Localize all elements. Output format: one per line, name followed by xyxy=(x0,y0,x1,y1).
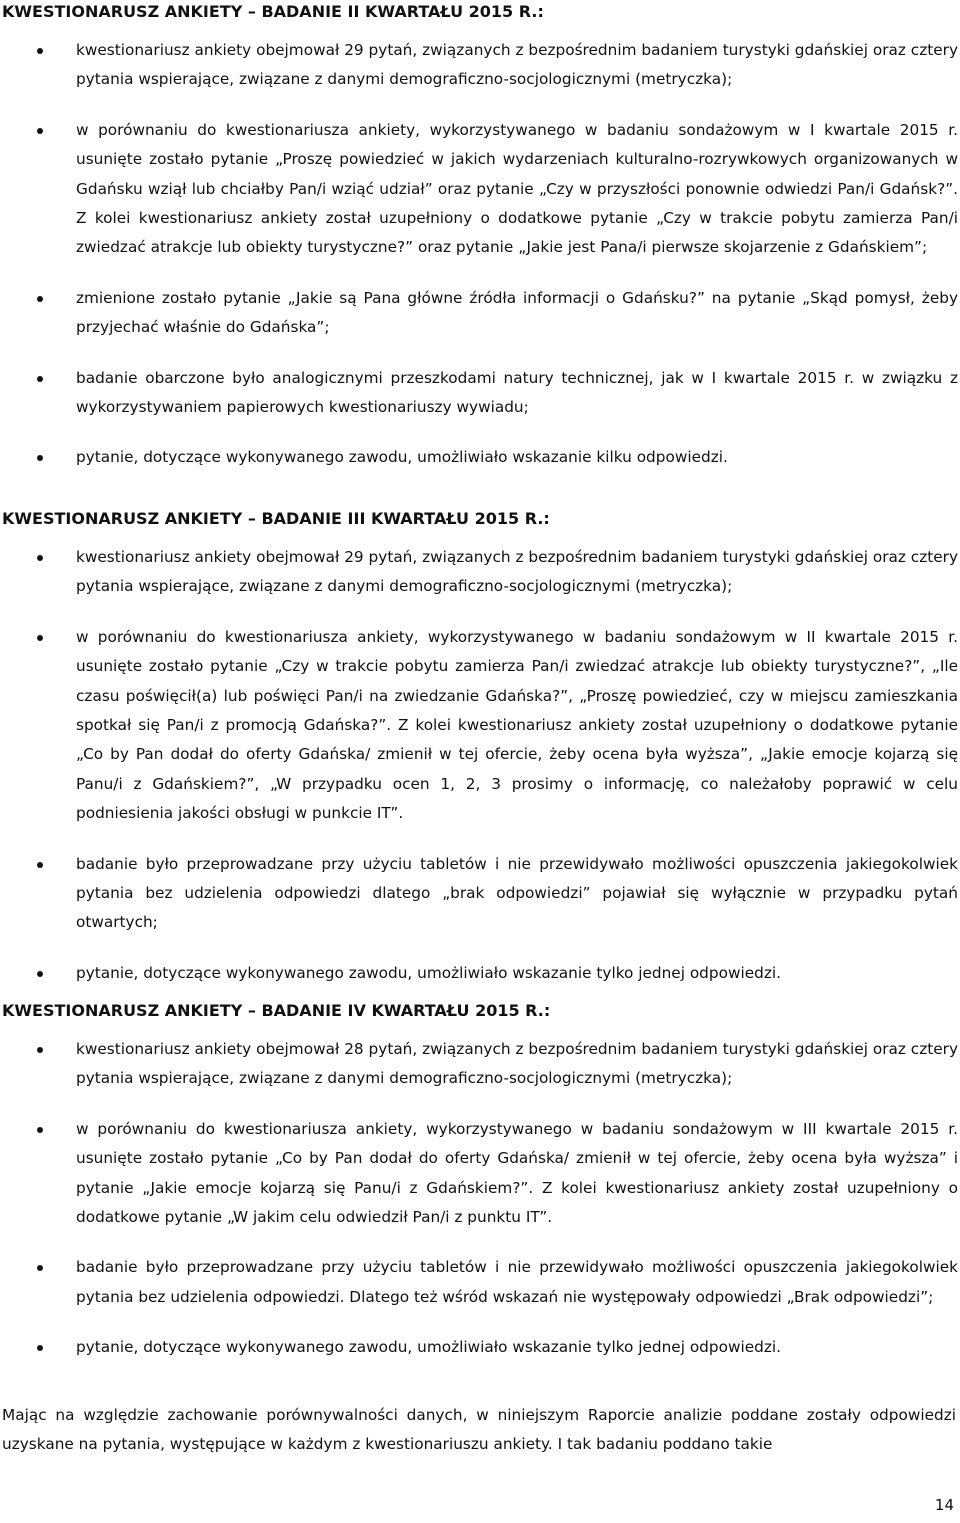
list-item-text: pytanie, dotyczące wykonywanego zawodu, umożliwiało wskazanie tylko jednej odpowiedzi. xyxy=(76,963,781,982)
list-item xyxy=(0,1115,958,1233)
list-spacer xyxy=(0,95,958,116)
bullet-list-q3 xyxy=(0,543,958,988)
list-item xyxy=(0,1253,958,1312)
list-spacer xyxy=(0,1232,958,1253)
list-spacer xyxy=(0,1312,958,1333)
list-item-text: pytanie, dotyczące wykonywanego zawodu, umożliwiało wskazanie kilku odpowiedzi. xyxy=(76,448,728,467)
list-item xyxy=(0,36,958,95)
list-spacer xyxy=(0,343,958,364)
bullet-icon xyxy=(37,862,43,868)
bullet-icon xyxy=(37,1047,43,1053)
list-item xyxy=(0,284,958,343)
bullet-icon xyxy=(37,1265,43,1271)
list-spacer xyxy=(0,602,958,623)
list-item-text: kwestionariusz ankiety obejmował 29 pytań, związanych z bezpośrednim badaniem turystyki gdańskiej oraz cztery pytania wspierające, związane z danymi demograficzno-socjologicznymi (metryczka); xyxy=(76,548,958,596)
list-item-text: badanie obarczone było analogicznymi przeszkodami natury technicznej, jak w I kwartale 2015 r. w związku z wykorzystywaniem papierowych kwestionariuszy wywiadu; xyxy=(76,368,958,417)
list-item-text: w porównaniu do kwestionariusza ankiety, wykorzystywanego w badaniu sondażowym w II kwartale 2015 r. usunięte zostało pytanie „Czy w trakcie pobytu zamierza Pan/i zwiedzać atrakcje lub obiekty turystyczne?”, „Ile czasu poświęcił(a) lub poświęci Pan/i na zwiedzanie Gdańska?”, „Proszę powiedzieć, czy w miejscu zamieszkania spotkał się Pan/i z promocją Gdańska?”. Z kolei kwestionariusz ankiety został uzupełniony o dodatkowe pytanie „Co by Pan dodał do oferty Gdańska/ zmienił w tej ofercie, żeby ocena była wyższa”, „Jakie emocje kojarzą się Panu/i z Gdańskiem?”, „W przypadku ocen 1, 2, 3 prosimy o informację, co należałoby poprawić w celu podniesienia jakości obsługi w punkcie IT”. xyxy=(76,627,958,823)
bullet-icon xyxy=(37,1127,43,1133)
list-item xyxy=(0,623,958,829)
list-spacer xyxy=(0,1094,958,1115)
bullet-icon xyxy=(37,48,43,54)
bullet-icon xyxy=(37,376,43,382)
list-item-text: badanie było przeprowadzane przy użyciu tabletów i nie przewidywało możliwości opuszczenia jakiegokolwiek pytania bez udzielenia odpowiedzi dlatego „brak odpowiedzi” pojawiał się wyłącznie w przypadku pytań otwartych; xyxy=(76,854,958,932)
bullet-list-q4 xyxy=(0,1035,958,1363)
list-item-text: w porównaniu do kwestionariusza ankiety, wykorzystywanego w badaniu sondażowym w III kwartale 2015 r. usunięte zostało pytanie „Co by Pan dodał do oferty Gdańska/ zmienił w tej ofercie, żeby ocena była wyższa” i pytanie „Jakie emocje kojarzą się Panu/i z Gdańskiem?”. Z kolei kwestionariusz ankiety został uzupełniony o dodatkowe pytanie „W jakim celu odwiedził Pan/i z punktu IT”. xyxy=(76,1119,958,1227)
list-item xyxy=(0,364,958,423)
list-spacer xyxy=(0,938,958,959)
bullet-list-q2 xyxy=(0,36,958,473)
bullet-icon xyxy=(37,635,43,641)
list-item-text: badanie było przeprowadzane przy użyciu tabletów i nie przewidywało możliwości opuszczenia jakiegokolwiek pytania bez udzielenia odpowiedzi. Dlatego też wśród wskazań nie występowały odpowiedzi „Brak odpowiedzi”; xyxy=(76,1258,958,1306)
bullet-icon xyxy=(37,455,43,461)
page-number: 14 xyxy=(934,1496,954,1514)
list-item xyxy=(0,543,958,602)
bullet-icon xyxy=(37,128,43,134)
list-item xyxy=(0,850,958,938)
list-item-text: kwestionariusz ankiety obejmował 28 pytań, związanych z bezpośrednim badaniem turystyki gdańskiej oraz cztery pytania wspierające, związane z danymi demograficzno-socjologicznymi (metryczka); xyxy=(76,1040,958,1088)
list-item xyxy=(0,959,958,988)
bullet-icon xyxy=(37,296,43,302)
list-item-text: pytanie, dotyczące wykonywanego zawodu, umożliwiało wskazanie tylko jednej odpowiedzi. xyxy=(76,1338,781,1357)
list-spacer xyxy=(0,422,958,443)
section-heading-q3: KWESTIONARUSZ ANKIETY – BADANIE III KWARTAŁU 2015 R.: xyxy=(2,509,550,528)
list-item xyxy=(0,116,958,263)
bullet-icon xyxy=(37,1345,43,1351)
closing-paragraph: Mając na względzie zachowanie porównywalności danych, w niniejszym Raporcie analizie poddane zostały odpowiedzi uzyskane na pytania, występujące w każdym z kwestionariuszu ankiety. I tak badaniu poddano takie xyxy=(2,1406,956,1454)
section-heading-q4: KWESTIONARUSZ ANKIETY – BADANIE IV KWARTAŁU 2015 R.: xyxy=(2,1001,551,1020)
bullet-icon xyxy=(37,555,43,561)
list-item xyxy=(0,443,958,472)
bullet-icon xyxy=(37,971,43,977)
section-heading-q2: KWESTIONARUSZ ANKIETY – BADANIE II KWARTAŁU 2015 R.: xyxy=(2,2,544,21)
list-item-text: zmienione zostało pytanie „Jakie są Pana główne źródła informacji o Gdańsku?” na pytanie „Skąd pomysł, żeby przyjechać właśnie do Gdańska”; xyxy=(76,288,958,337)
list-spacer xyxy=(0,263,958,284)
list-item xyxy=(0,1333,958,1362)
list-item-text: kwestionariusz ankiety obejmował 29 pytań, związanych z bezpośrednim badaniem turystyki gdańskiej oraz cztery pytania wspierające, związane z danymi demograficzno-socjologicznymi (metryczka); xyxy=(76,41,958,89)
list-spacer xyxy=(0,829,958,850)
list-item xyxy=(0,1035,958,1094)
list-item-text: w porównaniu do kwestionariusza ankiety, wykorzystywanego w badaniu sondażowym w I kwartale 2015 r. usunięte zostało pytanie „Proszę powiedzieć w jakich wydarzeniach kulturalno-rozrywkowych organizowanych w Gdańsku wziął lub chciałby Pan/i wziąć udział” oraz pytanie „Czy w przyszłości ponownie odwiedzi Pan/i Gdańsk?”. Z kolei kwestionariusz ankiety został uzupełniony o dodatkowe pytanie „Czy w trakcie pobytu zamierza Pan/i zwiedzać atrakcje lub obiekty turystyczne?” oraz pytanie „Jakie jest Pana/i pierwsze skojarzenie z Gdańskiem”; xyxy=(76,120,958,257)
